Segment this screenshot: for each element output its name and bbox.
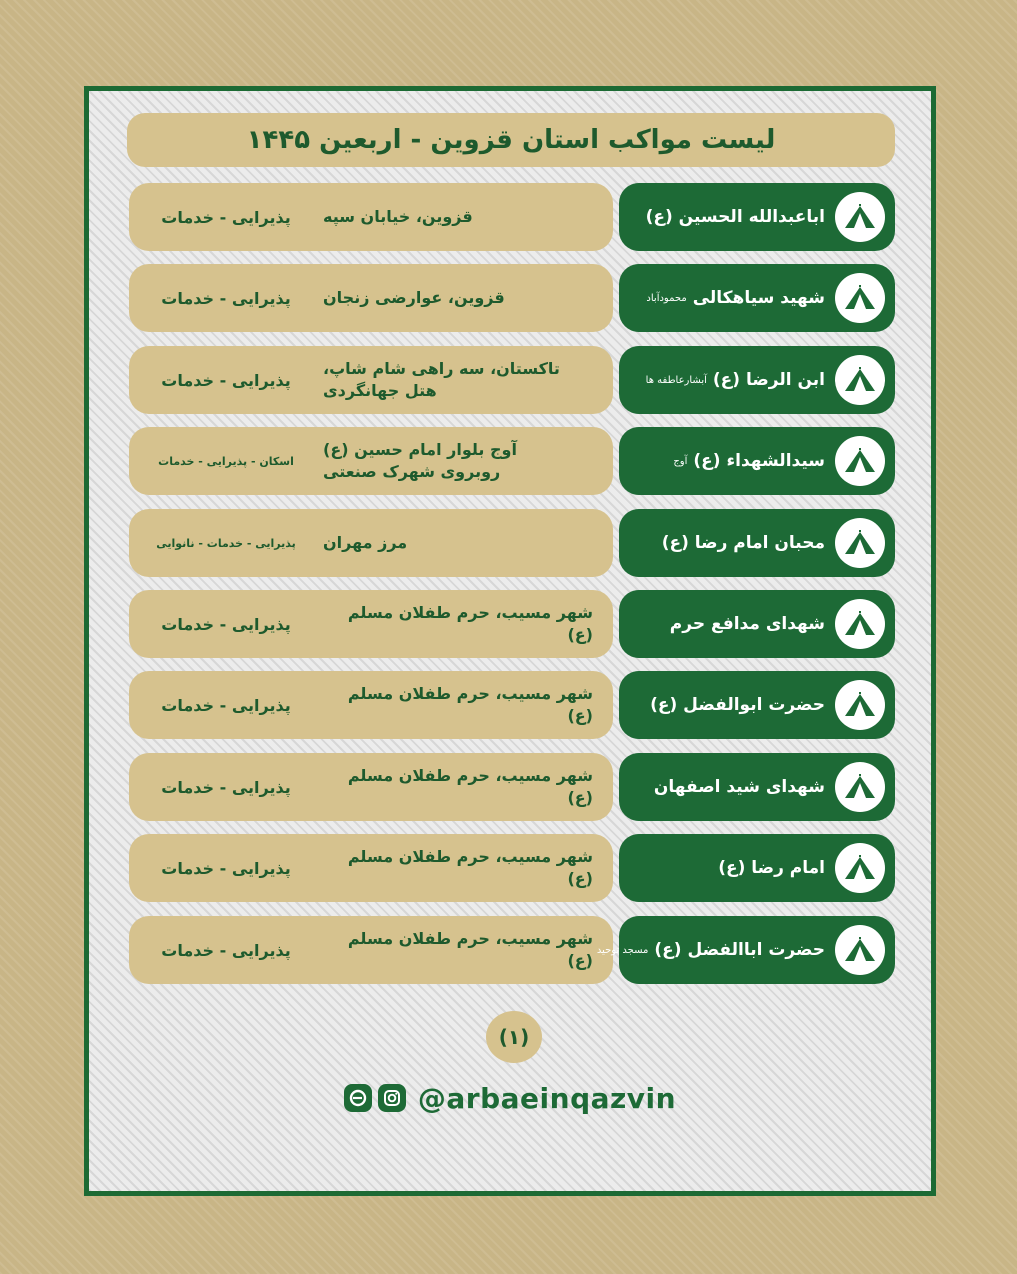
page-number: (۱): [486, 1011, 542, 1063]
mawkib-row: [89, 590, 931, 658]
mawkib-info-pill: [129, 346, 613, 414]
location-line: آوج بلوار امام حسین (ع): [323, 440, 517, 460]
mawkib-name-pill: [619, 427, 895, 495]
mawkib-row: [89, 346, 931, 414]
mawkib-info-pill: [129, 916, 613, 984]
location-line: شهر مسیب، حرم طفلان مسلم (ع): [347, 603, 593, 644]
mawkib-location: [323, 753, 593, 821]
tent-icon: [835, 762, 885, 812]
tent-icon: [835, 925, 885, 975]
mawkib-name: ابن الرضا (ع): [712, 370, 825, 390]
mawkib-location: [323, 427, 593, 495]
mawkib-services: پذیرایی - خدمات - نانوایی: [156, 536, 296, 550]
mawkib-services: پذیرایی - خدمات: [161, 288, 291, 308]
mawkib-location: [323, 264, 593, 332]
mawkib-name: شهید سیاهکالی: [692, 288, 825, 308]
location-line: روبروی شهرک صنعتی: [323, 462, 501, 481]
mawkib-info-pill: [129, 427, 613, 495]
title-bar: [127, 113, 895, 167]
page-title: لیست مواکب استان قزوین - اربعین ۱۴۴۵: [246, 125, 776, 155]
mawkib-services: پذیرایی - خدمات: [161, 370, 291, 390]
mawkib-location: [323, 183, 593, 251]
location-line: شهر مسیب، حرم طفلان مسلم (ع): [347, 684, 593, 725]
mawkib-location: [323, 346, 593, 414]
mawkib-name: امام رضا (ع): [718, 858, 825, 878]
mawkib-info-pill: [129, 834, 613, 902]
mawkib-name: حضرت اباالفضل (ع): [654, 940, 825, 960]
mawkib-row: [89, 753, 931, 821]
social-handle[interactable]: @arbaeinqazvin: [417, 1081, 677, 1115]
mawkib-name-pill: [619, 183, 895, 251]
tent-icon: [835, 599, 885, 649]
tent-icon: [835, 680, 885, 730]
mawkib-name: حضرت ابوالفضل (ع): [650, 695, 825, 715]
location-line: هتل جهانگردی: [323, 381, 437, 400]
mawkib-row: [89, 509, 931, 577]
tent-icon: [835, 192, 885, 242]
mawkib-name-sub: آبشارعاطفه ها: [645, 374, 707, 386]
mawkib-location: [323, 671, 593, 739]
mawkib-name-sub: آوج: [673, 455, 688, 467]
mawkib-services: پذیرایی - خدمات: [161, 207, 291, 227]
mawkib-location: [323, 916, 593, 984]
mawkib-services: پذیرایی - خدمات: [161, 858, 291, 878]
instagram-icon[interactable]: [378, 1084, 406, 1112]
location-line: قزوین، خیابان سپه: [323, 207, 473, 227]
mawkib-info-pill: [129, 183, 613, 251]
mawkib-row: [89, 671, 931, 739]
mawkib-location: [323, 509, 593, 577]
mawkib-name-pill: [619, 753, 895, 821]
location-line: شهر مسیب، حرم طفلان مسلم (ع): [347, 766, 593, 807]
mawkib-row: [89, 834, 931, 902]
mawkib-name-pill: [619, 346, 895, 414]
mawkib-info-pill: [129, 753, 613, 821]
mawkib-row: [89, 916, 931, 984]
mawkib-info-pill: [129, 509, 613, 577]
mawkib-name: سیدالشهداء (ع): [693, 451, 825, 471]
mawkib-info-pill: [129, 671, 613, 739]
location-line: قزوین، عوارضی زنجان: [323, 288, 505, 308]
mawkib-name-pill: [619, 834, 895, 902]
mawkib-name-pill: [619, 264, 895, 332]
mawkib-info-pill: [129, 590, 613, 658]
tent-icon: [835, 355, 885, 405]
location-line: تاکستان، سه راهی شام شاپ،: [323, 359, 560, 379]
mawkib-location: [323, 590, 593, 658]
mawkib-name: شهدای مدافع حرم: [669, 614, 825, 634]
mawkib-name-sub: محمودآباد: [646, 292, 687, 304]
mawkib-name: اباعبدالله الحسین (ع): [645, 207, 825, 227]
eitaa-icon[interactable]: [344, 1084, 372, 1112]
location-line: شهر مسیب، حرم طفلان مسلم (ع): [347, 847, 593, 888]
mawkib-name-pill: [619, 509, 895, 577]
mawkib-location: [323, 834, 593, 902]
tent-icon: [835, 518, 885, 568]
mawkib-name-pill: [596, 916, 895, 984]
mawkib-services: پذیرایی - خدمات: [161, 777, 291, 797]
tent-icon: [835, 273, 885, 323]
location-line: مرز مهران: [323, 533, 408, 553]
mawkib-row: [89, 427, 931, 495]
footer: [89, 1081, 931, 1115]
list-frame: [84, 86, 936, 1196]
mawkib-info-pill: [129, 264, 613, 332]
mawkib-services: پذیرایی - خدمات: [161, 695, 291, 715]
mawkib-services: پذیرایی - خدمات: [161, 614, 291, 634]
mawkib-row: [89, 264, 931, 332]
mawkib-name-pill: [619, 590, 895, 658]
tent-icon: [835, 436, 885, 486]
tent-icon: [835, 843, 885, 893]
location-line: شهر مسیب، حرم طفلان مسلم (ع): [347, 929, 593, 970]
mawkib-services: پذیرایی - خدمات: [161, 940, 291, 960]
mawkib-row: [89, 183, 931, 251]
mawkib-name: محبان امام رضا (ع): [661, 533, 825, 553]
mawkib-services: اسکان - پذیرایی - خدمات: [158, 454, 294, 468]
mawkib-name-sub: مسجد توحید: [596, 944, 649, 956]
mawkib-name-pill: [619, 671, 895, 739]
mawkib-name: شهدای شید اصفهان: [653, 777, 825, 797]
